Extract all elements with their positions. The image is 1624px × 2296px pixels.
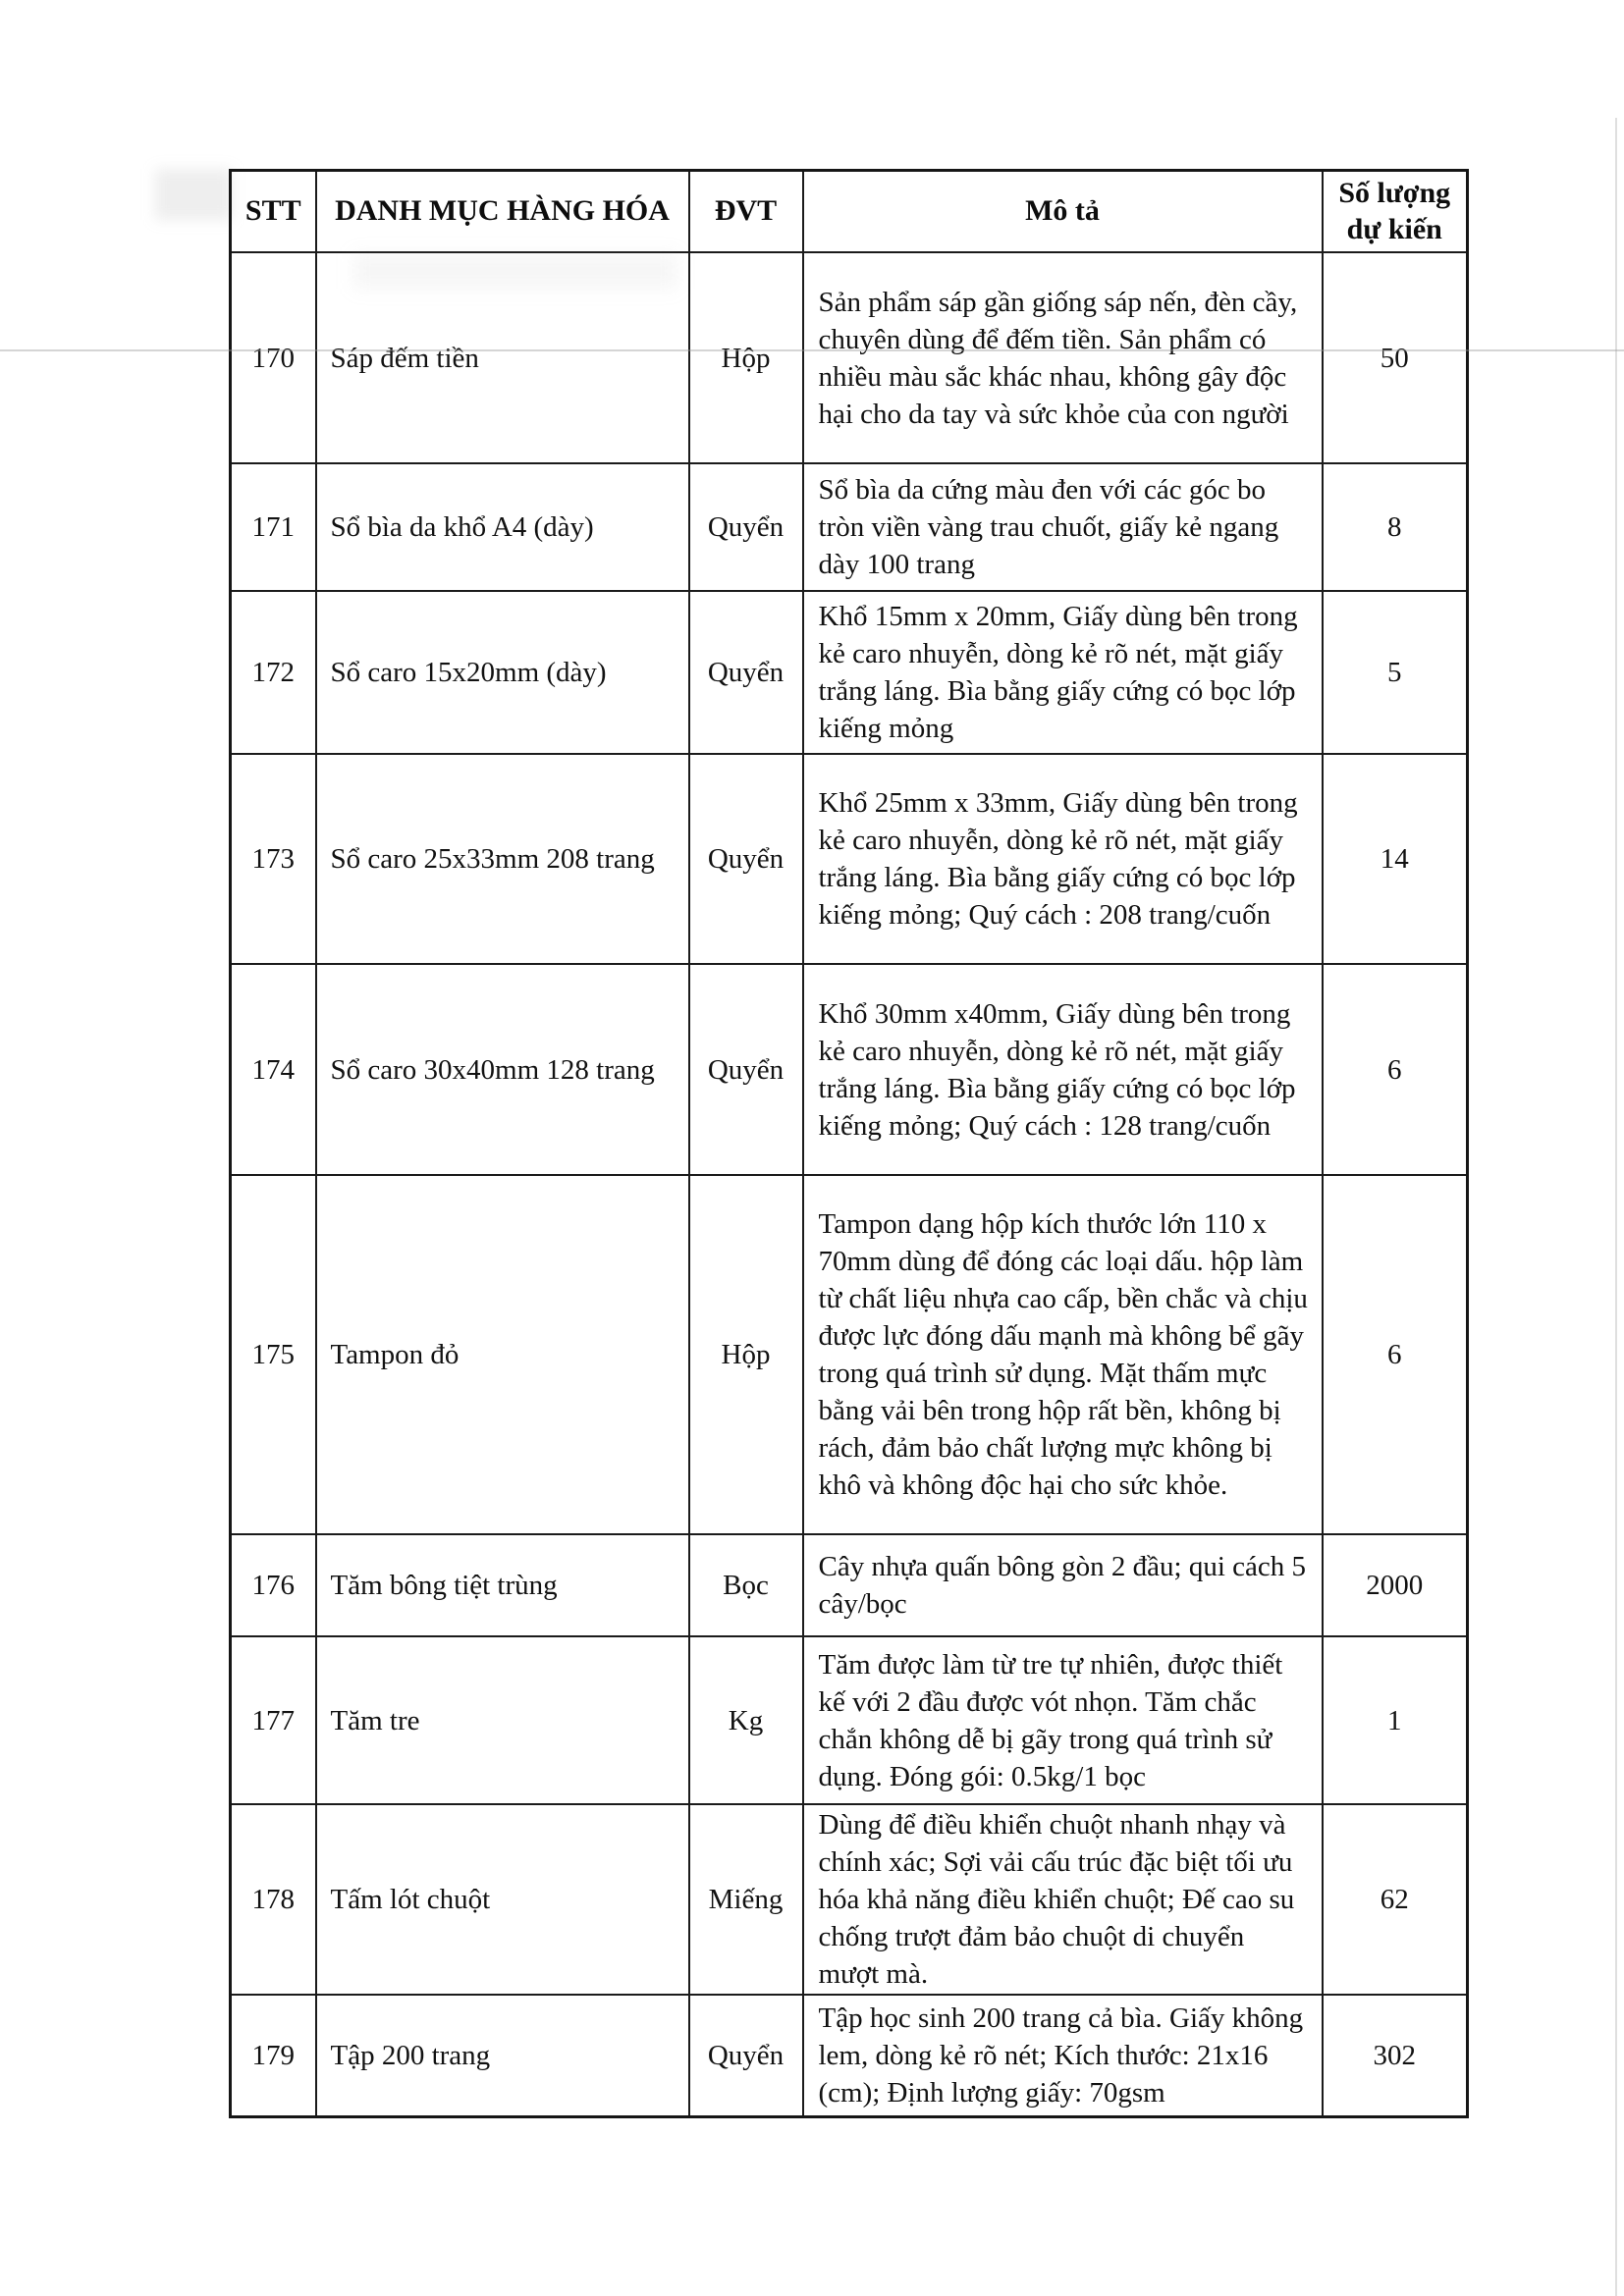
row-description: Tăm được làm từ tre tự nhiên, được thiết kế với 2 đầu được vót nhọn. Tăm chắc chắn không dễ bị gãy trong quá trình sử dụng. Đóng gói: 0.5kg/1 bọc xyxy=(803,1636,1323,1804)
row-name: Tăm tre xyxy=(316,1636,689,1804)
row-unit: Bọc xyxy=(689,1534,803,1636)
row-quantity: 6 xyxy=(1323,1175,1468,1534)
row-stt: 177 xyxy=(231,1636,316,1804)
row-unit: Kg xyxy=(689,1636,803,1804)
row-stt: 172 xyxy=(231,591,316,754)
row-description: Cây nhựa quấn bông gòn 2 đầu; qui cách 5 cây/bọc xyxy=(803,1534,1323,1636)
table-row xyxy=(231,1804,1468,1995)
row-quantity: 8 xyxy=(1323,463,1468,591)
row-unit: Quyển xyxy=(689,1995,803,2116)
row-name: Tấm lót chuột xyxy=(316,1804,689,1995)
row-description: Sản phẩm sáp gần giống sáp nến, đèn cầy, chuyên dùng để đếm tiền. Sản phẩm có nhiều màu sắc khác nhau, không gây độc hại cho da tay và sức khỏe của con người xyxy=(803,252,1323,463)
table-body xyxy=(231,252,1468,2116)
row-stt: 178 xyxy=(231,1804,316,1995)
row-description: Khổ 30mm x40mm, Giấy dùng bên trong kẻ caro nhuyễn, dòng kẻ rõ nét, mặt giấy trắng láng. Bìa bằng giấy cứng có bọc lớp kiếng mỏng; Quý cách : 128 trang/cuốn xyxy=(803,964,1323,1175)
supplies-table xyxy=(229,169,1469,2118)
row-name: Sổ caro 15x20mm (dày) xyxy=(316,591,689,754)
row-description: Tampon dạng hộp kích thước lớn 110 x 70mm dùng để đóng các loại dấu. hộp làm từ chất liệu nhựa cao cấp, bền chắc và chịu được lực đóng dấu mạnh mà không bể gãy trong quá trình sử dụng. Mặt thấm mực bằng vải bên trong hộp rất bền, không bị rách, đảm bảo chất lượng mực không bị khô và không độc hại cho sức khỏe. xyxy=(803,1175,1323,1534)
table-row xyxy=(231,1995,1468,2116)
row-unit: Hộp xyxy=(689,252,803,463)
row-unit: Miếng xyxy=(689,1804,803,1995)
row-name: Tập 200 trang xyxy=(316,1995,689,2116)
row-stt: 175 xyxy=(231,1175,316,1534)
row-stt: 171 xyxy=(231,463,316,591)
row-quantity: 50 xyxy=(1323,252,1468,463)
row-unit: Quyển xyxy=(689,463,803,591)
row-unit: Hộp xyxy=(689,1175,803,1534)
row-stt: 179 xyxy=(231,1995,316,2116)
header-row xyxy=(231,171,1468,253)
row-name: Sáp đếm tiền xyxy=(316,252,689,463)
row-name: Tăm bông tiệt trùng xyxy=(316,1534,689,1636)
row-description: Dùng để điều khiển chuột nhanh nhạy và chính xác; Sợi vải cấu trúc đặc biệt tối ưu hóa khả năng điều khiển chuột; Đế cao su chống trượt đảm bảo chuột di chuyển mượt mà. xyxy=(803,1804,1323,1995)
row-description: Sổ bìa da cứng màu đen với các góc bo tròn viền vàng trau chuốt, giấy kẻ ngang dày 100 trang xyxy=(803,463,1323,591)
table-row xyxy=(231,1534,1468,1636)
scan-smudge xyxy=(155,169,232,220)
row-stt: 173 xyxy=(231,754,316,964)
row-quantity: 5 xyxy=(1323,591,1468,754)
row-stt: 176 xyxy=(231,1534,316,1636)
table-row xyxy=(231,252,1468,463)
row-unit: Quyển xyxy=(689,754,803,964)
row-unit: Quyển xyxy=(689,964,803,1175)
row-quantity: 6 xyxy=(1323,964,1468,1175)
table-row xyxy=(231,964,1468,1175)
supplies-table-container xyxy=(229,169,1469,2118)
table-row xyxy=(231,754,1468,964)
row-quantity: 62 xyxy=(1323,1804,1468,1995)
row-description: Tập học sinh 200 trang cả bìa. Giấy không lem, dòng kẻ rõ nét; Kích thước: 21x16 (cm); Định lượng giấy: 70gsm xyxy=(803,1995,1323,2116)
table-row xyxy=(231,1175,1468,1534)
row-name: Sổ caro 25x33mm 208 trang xyxy=(316,754,689,964)
row-stt: 174 xyxy=(231,964,316,1175)
row-description: Khổ 15mm x 20mm, Giấy dùng bên trong kẻ caro nhuyễn, dòng kẻ rõ nét, mặt giấy trắng láng. Bìa bằng giấy cứng có bọc lớp kiếng mỏng xyxy=(803,591,1323,754)
row-name: Sổ caro 30x40mm 128 trang xyxy=(316,964,689,1175)
table-row xyxy=(231,463,1468,591)
table-row xyxy=(231,591,1468,754)
header-name: DANH MỤC HÀNG HÓA xyxy=(316,171,689,253)
header-stt: STT xyxy=(231,171,316,253)
row-quantity: 2000 xyxy=(1323,1534,1468,1636)
row-quantity: 1 xyxy=(1323,1636,1468,1804)
row-name: Tampon đỏ xyxy=(316,1175,689,1534)
header-quantity: Số lượng dự kiến xyxy=(1323,171,1468,253)
row-quantity: 302 xyxy=(1323,1995,1468,2116)
table-header xyxy=(231,171,1468,253)
row-name: Sổ bìa da khổ A4 (dày) xyxy=(316,463,689,591)
row-stt: 170 xyxy=(231,252,316,463)
header-unit: ĐVT xyxy=(689,171,803,253)
row-description: Khổ 25mm x 33mm, Giấy dùng bên trong kẻ caro nhuyễn, dòng kẻ rõ nét, mặt giấy trắng láng. Bìa bằng giấy cứng có bọc lớp kiếng mỏng; Quý cách : 208 trang/cuốn xyxy=(803,754,1323,964)
table-row xyxy=(231,1636,1468,1804)
row-unit: Quyển xyxy=(689,591,803,754)
scan-edge-shadow xyxy=(1615,118,1617,2296)
row-quantity: 14 xyxy=(1323,754,1468,964)
header-description: Mô tả xyxy=(803,171,1323,253)
